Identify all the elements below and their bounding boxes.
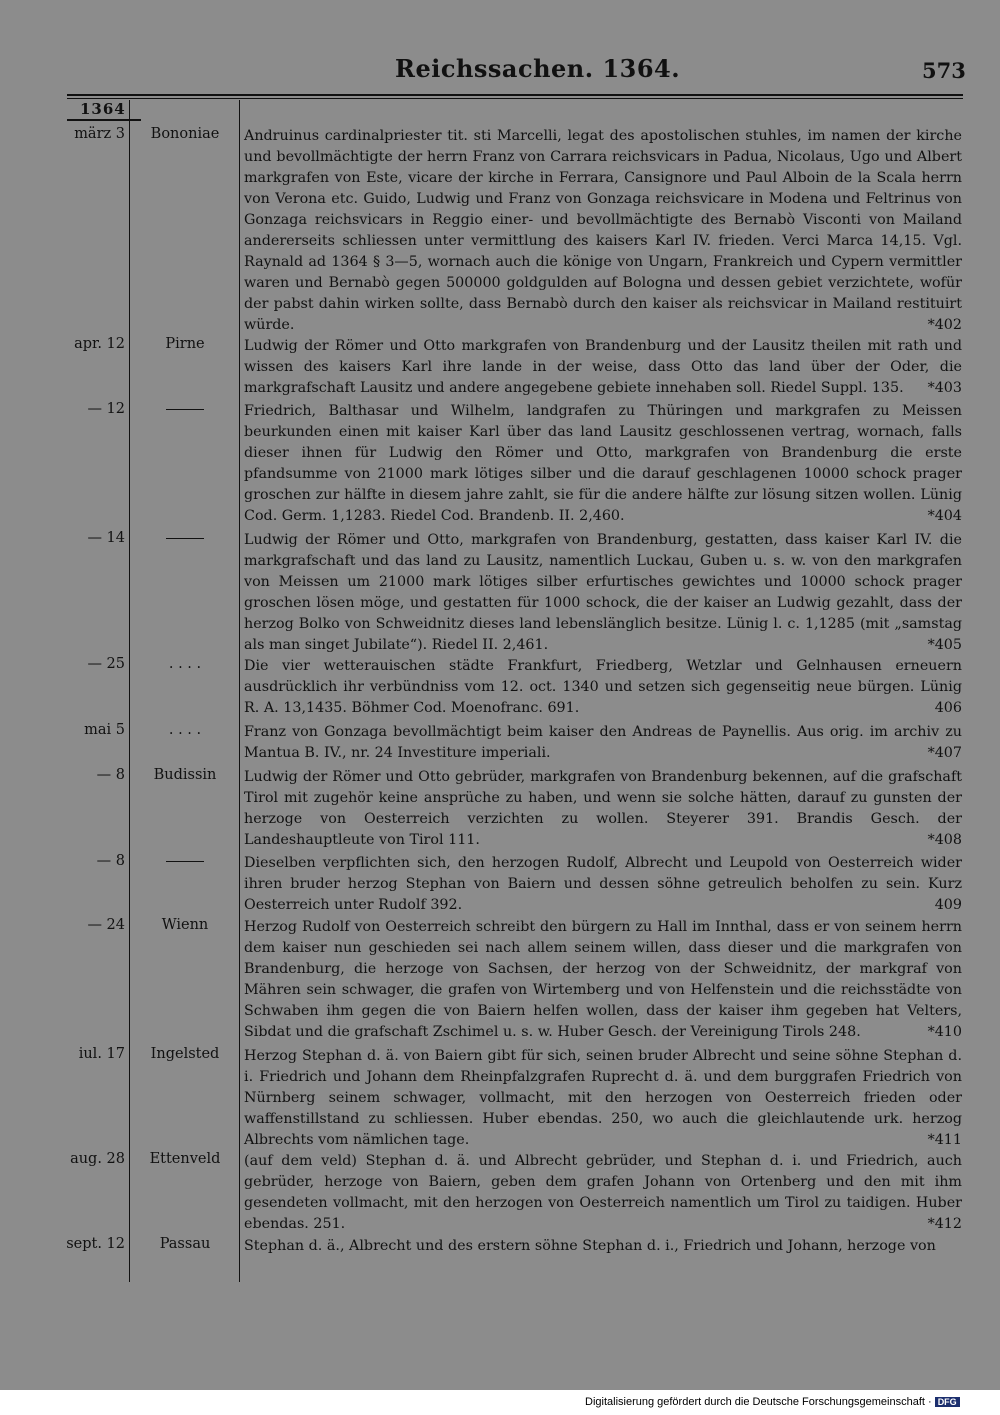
entry-number: 409 [934, 897, 962, 913]
entry-text [244, 401, 962, 527]
entry-text [244, 530, 962, 656]
entry-number: *403 [927, 380, 962, 396]
entry-place: Pirne [165, 336, 205, 352]
entry-date: — 12 [87, 401, 125, 417]
entry-date: apr. 12 [74, 336, 125, 352]
entry-number: *411 [927, 1132, 962, 1148]
entry-number: *412 [927, 1216, 962, 1232]
entry-date: — 8 [96, 767, 125, 783]
entry-place: Wienn [161, 917, 209, 933]
entry-body: (auf dem veld) Stephan d. ä. und Albrecht gebrüder, und Stephan d. i. und Friedrich, auch gebrüder, herzoge von Baiern, geben dem grafen Johann von Ortenberg und den mit ihm gesendeten vollmacht, mit den herzogen von Oesterreich namentlich um Tirol zu taidigen. Huber ebendas. 251. [244, 1153, 962, 1232]
entry-number: 406 [934, 700, 962, 716]
entry-number: *408 [927, 832, 962, 848]
entry-number: *405 [927, 637, 962, 653]
entry-text [244, 722, 962, 764]
entry-text [244, 1046, 962, 1151]
ditto-dash [166, 409, 204, 410]
entry-body: Die vier wetterauischen städte Frankfurt, Friedberg, Wetzlar und Gelnhausen erneuern ausdrücklich ihr verbündniss vom 12. oct. 1340 und setzen sich gegenseitig neue bürgen. Lünig R. A. 13,1435. Böhmer Cod. Moenofranc. 691. [244, 658, 962, 716]
entry-place: Bononiae [150, 126, 220, 142]
entry-place: . . . . [168, 656, 202, 672]
page-number: 573 [922, 58, 966, 83]
column-divider-place [239, 100, 240, 1282]
ditto-dash [166, 538, 204, 539]
entry-date: iul. 17 [78, 1046, 125, 1062]
entry-place: Ingelsted [150, 1046, 220, 1062]
entry-text [244, 853, 962, 916]
entry-body: Herzog Stephan d. ä. von Baiern gibt für sich, seinen bruder Albrecht und seine söhne Stephan d. i. Friedrich und Johann dem Rheinpfalzgrafen Ruprecht d. ä. und dem burggrafen Friedrich von Nürnberg seinem schwager, vollmacht, mit den herzogen von Oesterreich frieden oder waffenstillstand zu schliessen. Huber ebendas. 250, wo auch die gleichlautende urk. herzog Albrechts vom nämlichen tage. [244, 1048, 962, 1148]
entry-body: Friedrich, Balthasar und Wilhelm, landgrafen zu Thüringen und markgrafen zu Meissen beurkunden einen mit kaiser Karl über das land Lausitz geschlossenen vertrag, wornach, falls dieser ihnen für Ludwig den Römer und Otto, markgrafen von Brandenburg die erste pfandsumme von 21000 mark lötiges silber und die darauf geschlagenen 10000 schock prager groschen zur hälfte in diesem jahre zahlt, sie für die andere hälfte zur lösung sitzen wollen. Lünig Cod. Germ. 1,1283. Riedel Cod. Brandenb. II. 2,460. [244, 403, 962, 524]
year-label: 1364 [80, 100, 126, 118]
page-header-title: Reichssachen. 1364. [395, 54, 681, 83]
entry-place [135, 853, 235, 869]
footer-text: Digitalisierung gefördert durch die Deutsche Forschungsgemeinschaft · [585, 1396, 932, 1408]
entry-date: — 24 [87, 917, 125, 933]
entry-body: Dieselben verpflichten sich, den herzogen Rudolf, Albrecht und Leupold von Oesterreich wider ihren bruder herzog Stephan von Baiern und dessen söhne getreulich beholfen zu sein. Kurz Oesterreich unter Rudolf 392. [244, 855, 962, 913]
entry-text [244, 656, 962, 719]
entry-text [244, 1151, 962, 1235]
funding-footer [585, 1396, 960, 1408]
dfg-logo: DFG [935, 1397, 960, 1407]
header-rule [67, 94, 963, 96]
entry-body: Ludwig der Römer und Otto, markgrafen von Brandenburg, gestatten, dass kaiser Karl IV. die markgrafschaft und das land zu Lausitz, namentlich Luckau, Guben u. s. w. von den markgrafen von Meissen um 21000 mark lötiges silber erfurtisches gewichtes und 10000 schock prager groschen lösen möge, und gestatten für 1000 schock, die der kaiser an Ludwig gezahlt, dass der herzog Bolko von Schweidnitz dieses land lebenslänglich besitze. Lünig l. c. 1,1285 (mit „samstag als man singet Jubilate“). Riedel II. 2,461. [244, 532, 962, 653]
entry-body: Herzog Rudolf von Oesterreich schreibt den bürgern zu Hall im Innthal, dass er von seinem herrn dem kaiser nun geschieden sei nach allem seinem willen, dass dieser und die markgrafen von Brandenburg, die herzoge von Sachsen, der herzog von der Schweidnitz, der markgraf von Mähren sein schwager, die grafen von Wirtemberg und von Helfenstein und die reichsstädte von Schwaben ihm gegen die von Baiern helfen wollen, dass der kaiser ihm gegeben hat Velters, Sibdat und die grafschaft Zschimel u. s. w. Huber Gesch. der Vereinigung Tirols 248. [244, 919, 962, 1040]
column-divider-date [129, 100, 130, 1282]
entry-date: — 14 [87, 530, 125, 546]
entry-place [135, 530, 235, 546]
entry-body: Stephan d. ä., Albrecht und des erstern söhne Stephan d. i., Friedrich und Johann, herzoge von [244, 1238, 936, 1254]
ditto-dash [166, 861, 204, 862]
entry-date: — 25 [87, 656, 125, 672]
entry-text [244, 767, 962, 851]
entry-body: Ludwig der Römer und Otto gebrüder, markgrafen von Brandenburg bekennen, auf die grafschaft Tirol mit zugehör keine ansprüche zu haben, und wenn sie solche hätten, darauf zu gunsten der herzoge von Oesterreich verzichten zu wollen. Steyerer 391. Brandis Gesch. der Landeshauptleute von Tirol 111. [244, 769, 962, 848]
entry-date: — 8 [96, 853, 125, 869]
entry-text [244, 126, 962, 336]
entry-place [135, 401, 235, 417]
entry-text [244, 917, 962, 1043]
entry-text [244, 336, 962, 399]
entry-place: . . . . [168, 722, 202, 738]
entry-body: Ludwig der Römer und Otto markgrafen von Brandenburg und der Lausitz theilen mit rath und wissen des kaisers Karl ihre lande in der weise, dass Otto das land über der Oder, die markgrafschaft Lausitz und andere angegebene gebiete innehaben soll. Riedel Suppl. 135. [244, 338, 962, 396]
entry-place: Passau [159, 1236, 211, 1252]
entry-date: mai 5 [84, 722, 125, 738]
entry-number: *410 [927, 1024, 962, 1040]
entry-date: sept. 12 [66, 1236, 125, 1252]
entry-text [244, 1236, 962, 1257]
entry-body: Franz von Gonzaga bevollmächtigt beim kaiser den Andreas de Paynellis. Aus orig. im archiv zu Mantua B. IV., nr. 24 Investiture imperiali. [244, 724, 962, 761]
entry-number: *407 [927, 745, 962, 761]
entry-place: Ettenveld [149, 1151, 221, 1167]
entry-body: Andruinus cardinalpriester tit. sti Marcelli, legat des apostolischen stuhles, im namen der kirche und bevollmächtigte der herrn Franz von Carrara reichsvicars in Padua, Nicolaus, Ugo und Albert markgrafen von Este, vicare der kirche in Ferrara, Cansignore und Paul Alboin de la Scala herrn von Verona etc. Guido, Ludwig und Franz von Gonzaga reichsvicare in Modena und Feltrinus von Gonzaga reichsvicars in Reggio einer- und bevollmächtigte des Bernabò Visconti von Mailand andererseits schliessen unter vermittlung des kaisers Karl IV. frieden. Verci Marca 14,15. Vgl. Raynald ad 1364 § 3—5, wornach auch die könige von Ungarn, Frankreich und Cypern vermittler waren und Bernabò gegen 500000 goldgulden auf Bologna und dessen gebiet verzichtete, wofür der pabst dahin wirken sollte, dass Bernabò durch den kaiser als reichsvicar in Mailand restituirt würde. [244, 128, 962, 333]
entry-date: märz 3 [74, 126, 125, 142]
entry-date: aug. 28 [70, 1151, 125, 1167]
entry-number: *402 [927, 317, 962, 333]
entry-place: Budissin [153, 767, 217, 783]
entry-number: *404 [927, 508, 962, 524]
header-rule-thin [67, 98, 963, 99]
